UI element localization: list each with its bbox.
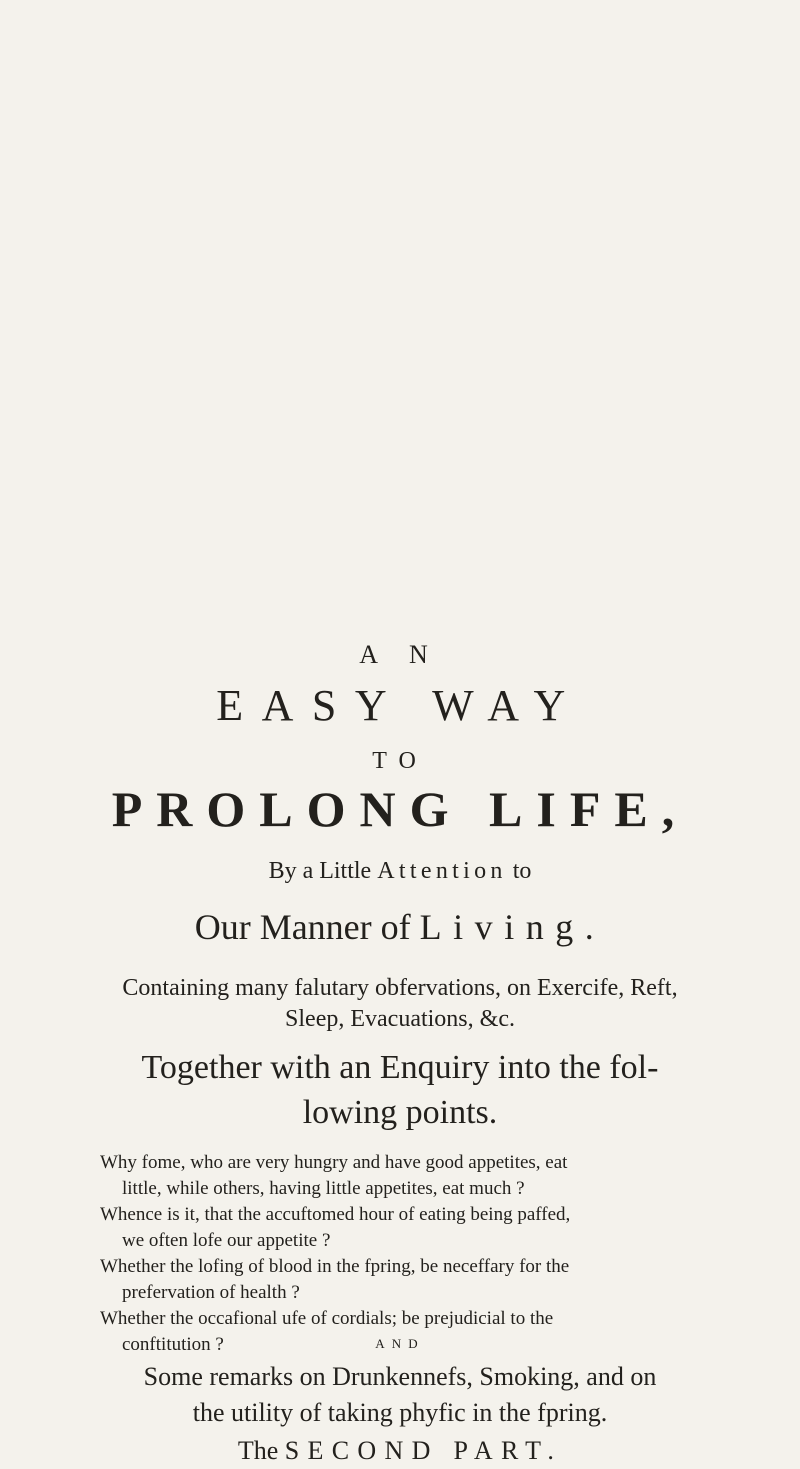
by-suffix: to: [512, 858, 532, 884]
question-4-cont: conftitution ?: [122, 1334, 224, 1355]
question-3-cont: prefervation of health ?: [122, 1282, 300, 1303]
and-divider: AND: [375, 1336, 425, 1351]
heading-an: A N: [359, 640, 441, 669]
second-part-prefix: The: [237, 1436, 279, 1465]
containing-line-1: Containing many falutary obfervations, on Exercife, Reft,: [122, 975, 678, 1001]
heading-prolong-life: PROLONG LIFE,: [111, 781, 689, 837]
remarks-line-2: the utility of taking phyfic in the fpring.: [192, 1398, 608, 1427]
heading-to: TO: [372, 748, 428, 774]
attention-word: Attention: [377, 858, 507, 884]
question-2-first: Whence is it, that the accuftomed hour of eating being paffed,: [100, 1204, 571, 1225]
heading-easy-way: EASY WAY: [216, 681, 584, 730]
manner-of-living-line: [0, 906, 800, 948]
question-2-cont: we often lofe our appetite ?: [122, 1230, 331, 1251]
question-1: [100, 1150, 740, 1202]
second-part-text: SECOND PART.: [284, 1436, 563, 1465]
questions-list: [100, 1150, 740, 1358]
by-prefix: By a Little: [268, 858, 372, 884]
question-4-first: Whether the occafional ufe of cordials; be prejudicial to the: [100, 1308, 554, 1329]
together-line-2: lowing points.: [302, 1094, 498, 1131]
question-1-cont: little, while others, having little appetites, eat much ?: [122, 1178, 525, 1199]
question-3: [100, 1254, 740, 1306]
second-part-line: [0, 1436, 800, 1466]
together-line-1: Together with an Enquiry into the fol-: [141, 1049, 659, 1086]
remarks-line-1: Some remarks on Drunkennefs, Smoking, and on: [143, 1362, 657, 1391]
by-attention-line: [0, 858, 800, 885]
living-word: Living.: [419, 907, 606, 947]
question-3-first: Whether the lofing of blood in the fpring, be neceffary for the: [100, 1256, 570, 1277]
question-2: [100, 1202, 740, 1254]
manner-prefix: Our Manner of: [194, 907, 411, 947]
question-1-first: Why fome, who are very hungry and have good appetites, eat: [100, 1152, 568, 1173]
containing-line-2: Sleep, Evacuations, &c.: [285, 1006, 515, 1032]
